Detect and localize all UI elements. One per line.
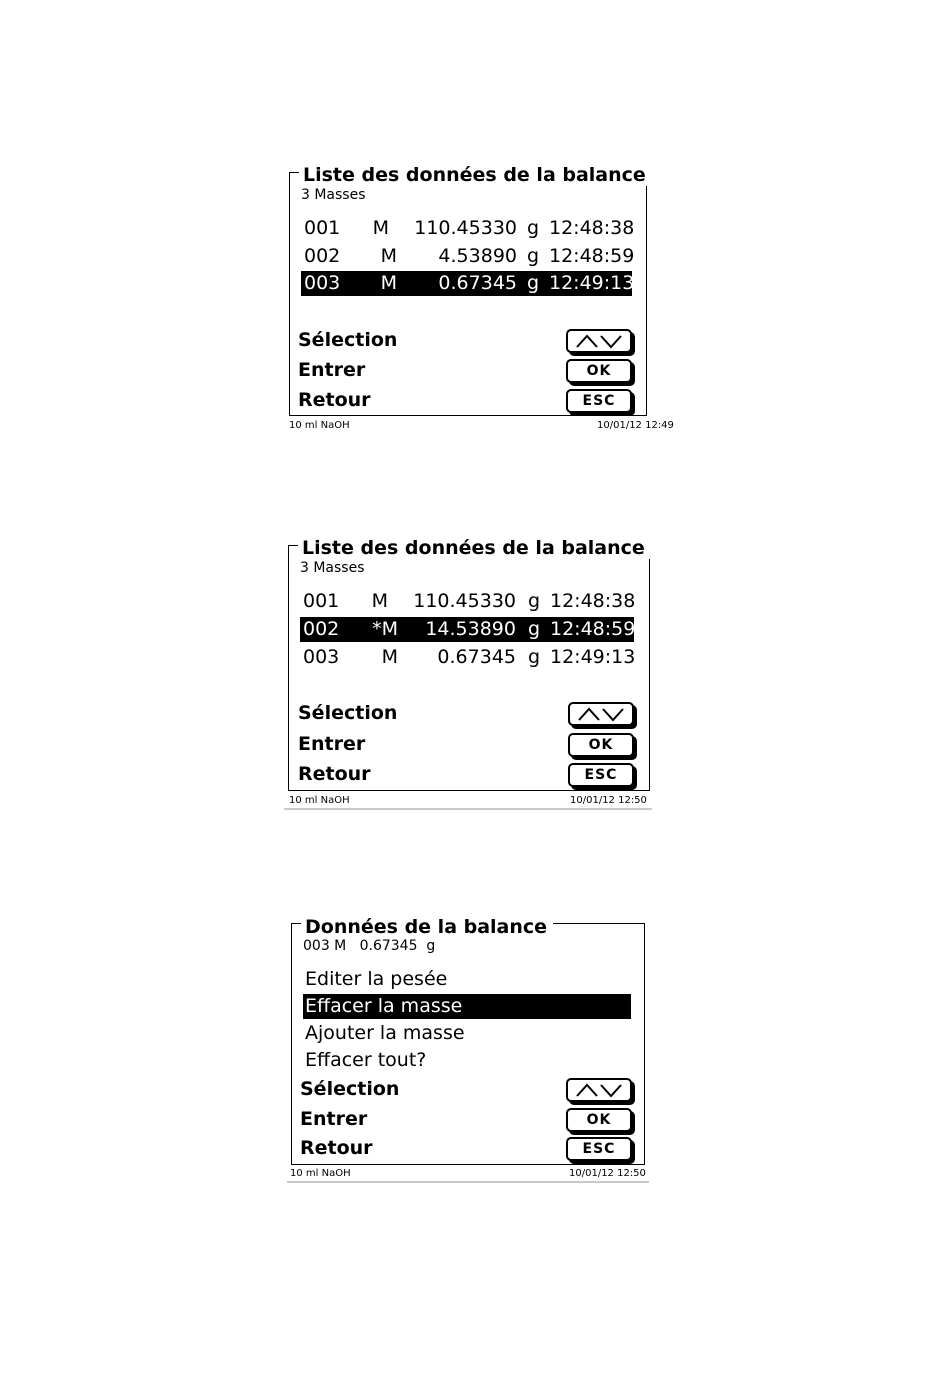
row-time: 12:49:13 — [549, 272, 635, 294]
enter-label: Entrer — [298, 359, 366, 381]
up-down-button[interactable] — [566, 329, 632, 353]
esc-button[interactable]: ESC — [566, 1137, 632, 1161]
row-value: 0.67345 — [437, 646, 516, 668]
row-value: 110.45330 — [413, 590, 516, 612]
row-unit: g — [527, 272, 540, 294]
esc-button[interactable]: ESC — [566, 389, 632, 413]
status-divider — [287, 1181, 649, 1183]
row-id: 001 — [304, 217, 341, 239]
menu-item-delete-all[interactable]: Effacer tout? — [305, 1049, 427, 1071]
row-id: 001 — [303, 590, 340, 612]
table-row[interactable] — [300, 589, 634, 614]
row-time: 12:48:38 — [550, 590, 636, 612]
row-mark: M — [380, 272, 397, 294]
menu-item-edit-weighing[interactable]: Editer la pesée — [305, 968, 448, 990]
table-row[interactable] — [301, 216, 635, 241]
status-datetime: 10/01/12 12:50 — [569, 1168, 646, 1179]
table-row-selected[interactable] — [300, 617, 634, 642]
dialog-title: Liste des données de la balance — [298, 537, 651, 559]
status-datetime: 10/01/12 12:49 — [597, 420, 674, 431]
row-time: 12:48:38 — [549, 217, 635, 239]
row-unit: g — [528, 646, 541, 668]
row-time: 12:48:59 — [550, 618, 636, 640]
status-datetime: 10/01/12 12:50 — [570, 795, 647, 806]
row-unit: g — [528, 618, 541, 640]
row-value: 14.53890 — [425, 618, 516, 640]
row-id: 002 — [304, 245, 341, 267]
row-mark: M — [380, 245, 397, 267]
screen-weighing-data — [287, 916, 649, 1186]
row-mark: M — [381, 646, 398, 668]
menu-item-add-mass[interactable]: Ajouter la masse — [305, 1022, 465, 1044]
select-label: Sélection — [298, 329, 398, 351]
status-method: 10 ml NaOH — [290, 1168, 351, 1179]
row-value: 110.45330 — [414, 217, 517, 239]
enter-label: Entrer — [298, 733, 366, 755]
row-time: 12:49:13 — [550, 646, 636, 668]
up-down-arrows-icon — [573, 706, 629, 722]
back-label: Retour — [298, 763, 371, 785]
row-id: 003 — [304, 272, 341, 294]
ok-button[interactable]: OK — [566, 359, 632, 383]
row-id: 002 — [303, 618, 340, 640]
up-down-button[interactable] — [568, 702, 634, 726]
up-down-arrows-icon — [571, 1082, 627, 1098]
row-time: 12:48:59 — [549, 245, 635, 267]
screen-weighing-list-1 — [287, 164, 674, 435]
table-row[interactable] — [301, 244, 635, 269]
up-down-arrows-icon — [571, 333, 627, 349]
esc-button[interactable]: ESC — [568, 763, 634, 787]
row-unit: g — [528, 590, 541, 612]
status-method: 10 ml NaOH — [289, 795, 350, 806]
select-label: Sélection — [298, 702, 398, 724]
row-mark: M — [372, 217, 389, 239]
back-label: Retour — [298, 389, 371, 411]
up-down-button[interactable] — [566, 1078, 632, 1102]
row-unit: g — [527, 217, 540, 239]
select-label: Sélection — [300, 1078, 400, 1100]
ok-button[interactable]: OK — [566, 1108, 632, 1132]
dialog-title: Données de la balance — [301, 916, 553, 938]
row-id: 003 — [303, 646, 340, 668]
dialog-title: Liste des données de la balance — [299, 164, 652, 186]
back-label: Retour — [300, 1137, 373, 1159]
enter-label: Entrer — [300, 1108, 368, 1130]
row-mark: M — [371, 590, 388, 612]
screen-weighing-list-2 — [284, 537, 652, 813]
subtitle: 3 Masses — [300, 560, 365, 576]
row-mark: *M — [372, 618, 398, 640]
status-divider — [284, 808, 652, 810]
subtitle: 3 Masses — [301, 187, 366, 203]
row-value: 4.53890 — [438, 245, 517, 267]
menu-item-delete-mass[interactable]: Effacer la masse — [303, 994, 631, 1019]
row-value: 0.67345 — [438, 272, 517, 294]
subtitle: 003 M 0.67345 g — [303, 938, 436, 954]
row-unit: g — [527, 245, 540, 267]
ok-button[interactable]: OK — [568, 733, 634, 757]
table-row[interactable] — [300, 645, 634, 670]
status-method: 10 ml NaOH — [289, 420, 350, 431]
table-row-selected[interactable] — [301, 271, 635, 296]
